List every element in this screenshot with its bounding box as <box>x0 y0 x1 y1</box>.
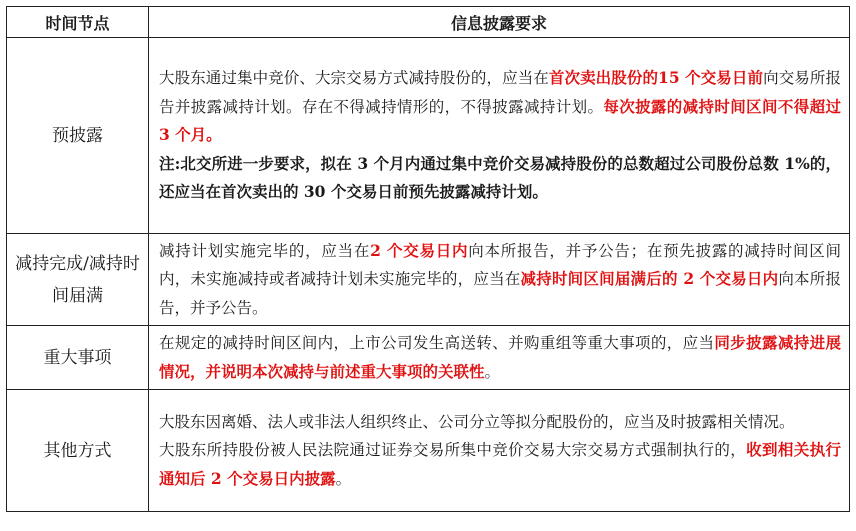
disclosure-requirements-table <box>6 6 850 512</box>
requirement-highlight: 2 个交易日内 <box>370 240 469 260</box>
requirement-text: 大股东因离婚、法人或非法人组织终止、公司分立等拟分配股份的，应当及时披露相关情况。 <box>159 412 795 431</box>
table-header-row <box>7 7 850 38</box>
header-time-node: 时间节点 <box>7 7 149 38</box>
requirement-highlight: 同步披露减持进展情况，并说明本次减持与前述重大事项的关联性 <box>159 333 841 381</box>
document-page <box>6 6 849 512</box>
requirement-text: 。 <box>335 469 352 488</box>
bse-note-text: 注:北交所进一步要求，拟在 3 个月内通过集中竞价交易减持股份的总数超过公司股份总数 1%的，还应当在首次卖出的 30 个交易日前预先披露减持计划。 <box>159 153 841 202</box>
requirement-cell <box>149 38 850 234</box>
requirement-text: 减持计划实施完毕的，应当在 <box>159 241 371 260</box>
table-row <box>7 390 850 512</box>
requirement-text: 向本所报告，并予公告。 <box>159 270 841 317</box>
requirement-cell <box>149 234 850 326</box>
requirement-text: 向本所报告，并予公告；在预先披露的减持时间区间内，未实施减持或者减持计划未实施完毕的，应当在 <box>159 241 841 289</box>
requirement-text: 大股东所持股份被人民法院通过证券交易所集中竞价交易大宗交易方式强制执行的， <box>159 441 747 460</box>
header-disclosure-requirement: 信息披露要求 <box>149 7 850 38</box>
time-node-cell: 预披露 <box>7 38 149 234</box>
requirement-cell <box>149 326 850 390</box>
time-node-cell: 重大事项 <box>7 326 149 390</box>
table-row <box>7 38 850 234</box>
requirement-text: 。 <box>484 362 501 381</box>
table-row <box>7 234 850 326</box>
requirement-highlight: 减持时间区间届满后的 2 个交易日内 <box>520 269 779 289</box>
table-row <box>7 326 850 390</box>
requirement-highlight: 首次卖出股份的15 个交易日前 <box>548 68 764 88</box>
requirement-text: 向交易所报告并披露减持计划。存在不得减持情形的，不得披露减持计划。 <box>159 69 841 116</box>
requirement-cell <box>149 390 850 512</box>
time-node-cell: 减持完成/减持时间届满 <box>7 234 149 326</box>
time-node-cell: 其他方式 <box>7 390 149 512</box>
requirement-highlight: 收到相关执行通知后 2 个交易日内披露 <box>159 440 841 488</box>
requirement-text: 大股东通过集中竞价、大宗交易方式减持股份的，应当在 <box>159 69 549 88</box>
requirement-text: 在规定的减持时间区间内，上市公司发生高送转、并购重组等重大事项的，应当 <box>159 334 715 352</box>
requirement-highlight: 每次披露的减持时间区间不得超过 3 个月。 <box>159 96 841 145</box>
